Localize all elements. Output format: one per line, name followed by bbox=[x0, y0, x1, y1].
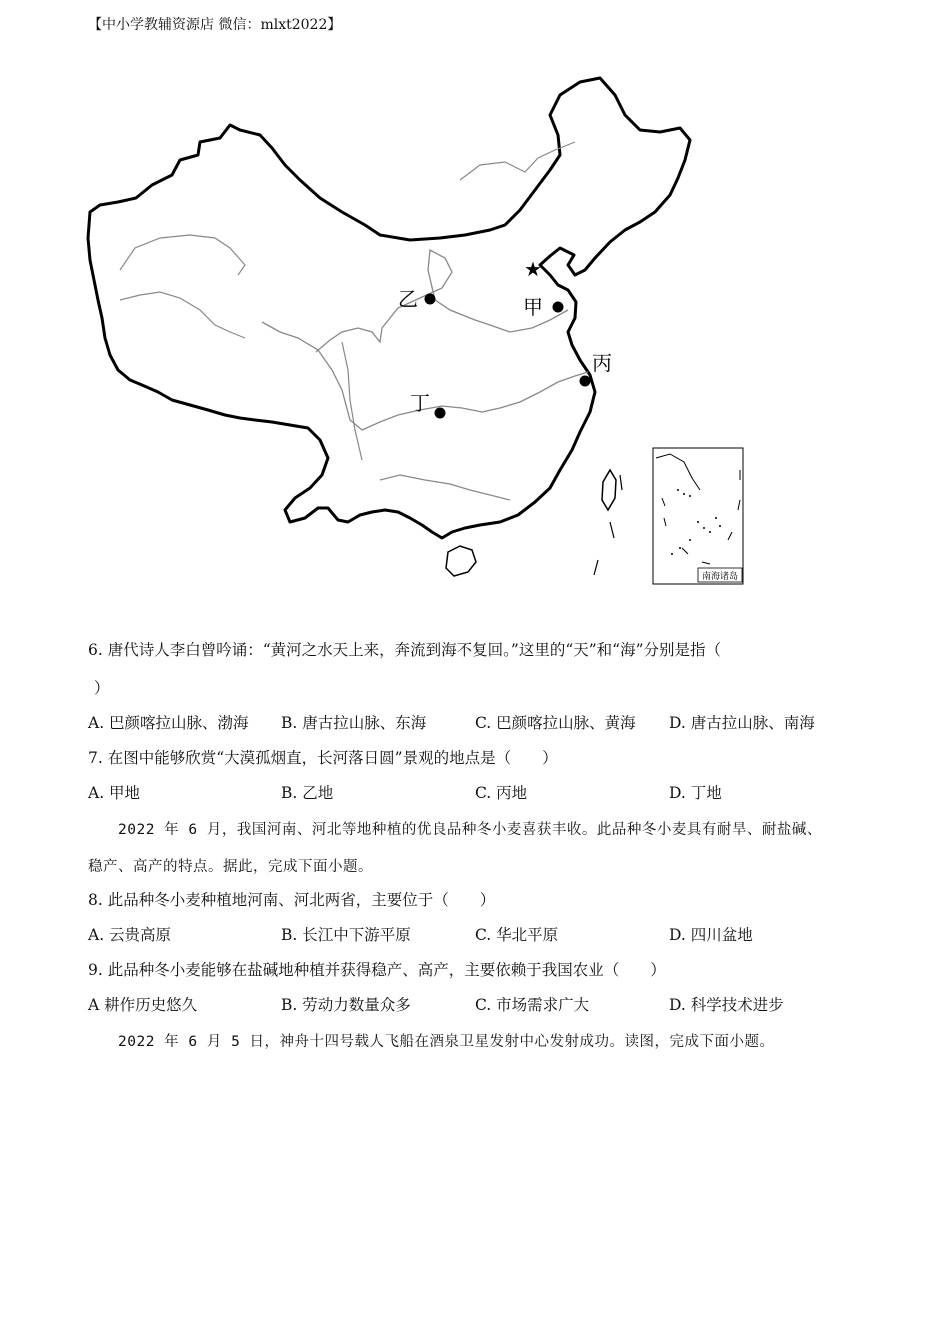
q8-options bbox=[88, 923, 888, 945]
point-yi bbox=[425, 294, 436, 305]
page-header: 【中小学教辅资源店 微信：mlxt2022】 bbox=[88, 17, 342, 33]
q6-option-a[interactable]: A. 巴颜喀拉山脉、渤海 bbox=[88, 714, 249, 732]
q7-option-a[interactable]: A. 甲地 bbox=[88, 784, 141, 802]
inset-islands bbox=[671, 489, 721, 555]
q9-option-d[interactable]: D. 科学技术进步 bbox=[669, 996, 784, 1014]
q9-option-a[interactable]: A 耕作历史悠久 bbox=[88, 996, 198, 1014]
label-ding: 丁 bbox=[410, 391, 430, 415]
q6-options bbox=[88, 711, 888, 733]
q9-option-b[interactable]: B. 劳动力数量众多 bbox=[281, 996, 411, 1014]
q7-options bbox=[88, 781, 888, 803]
label-yi: 乙 bbox=[398, 287, 418, 311]
q7-option-b[interactable]: B. 乙地 bbox=[281, 784, 334, 802]
q6-stem: 6. 唐代诗人李白曾吟诵：“黄河之水天上来，奔流到海不复回。”这里的“天”和“海”分别是指（ bbox=[88, 641, 722, 659]
inset-coast bbox=[656, 454, 700, 490]
q7-option-c[interactable]: C. 丙地 bbox=[475, 784, 528, 802]
river-south bbox=[380, 475, 510, 500]
q8-option-a[interactable]: A. 云贵高原 bbox=[88, 926, 172, 944]
inset-label: 南海诸岛 bbox=[702, 572, 739, 582]
china-border bbox=[88, 78, 690, 538]
star-marker: ★ bbox=[524, 257, 542, 281]
point-ding bbox=[435, 408, 446, 419]
q6-option-d[interactable]: D. 唐古拉山脉、南海 bbox=[669, 714, 815, 732]
q9-options bbox=[88, 993, 888, 1015]
river-tarim bbox=[120, 235, 245, 275]
q6-option-c[interactable]: C. 巴颜喀拉山脉、黄海 bbox=[475, 714, 636, 732]
q8-option-d[interactable]: D. 四川盆地 bbox=[669, 926, 753, 944]
q9-option-c[interactable]: C. 市场需求广大 bbox=[475, 996, 590, 1014]
sea-boundary-dashes bbox=[594, 475, 622, 575]
q8-stem: 8. 此品种冬小麦种植地河南、河北两省，主要位于（ ） bbox=[88, 891, 496, 909]
point-bing bbox=[580, 376, 591, 387]
river-west bbox=[120, 292, 245, 338]
q7-stem: 7. 在图中能够欣赏“大漠孤烟直，长河落日圆”景观的地点是（ ） bbox=[88, 749, 558, 767]
inset-dashes bbox=[662, 470, 740, 564]
q8-option-b[interactable]: B. 长江中下游平原 bbox=[281, 926, 411, 944]
q7-option-d[interactable]: D. 丁地 bbox=[669, 784, 722, 802]
china-map bbox=[80, 70, 760, 590]
taiwan-island bbox=[602, 470, 616, 510]
point-jia bbox=[553, 302, 564, 313]
inset-frame bbox=[653, 448, 743, 584]
q6-option-b[interactable]: B. 唐古拉山脉、东海 bbox=[281, 714, 427, 732]
passage1-line2: 稳产、高产的特点。据此，完成下面小题。 bbox=[88, 859, 373, 875]
q9-stem: 9. 此品种冬小麦能够在盐碱地种植并获得稳产、高产，主要依赖于我国农业（ ） bbox=[88, 961, 666, 979]
q8-option-c[interactable]: C. 华北平原 bbox=[475, 926, 559, 944]
label-jia: 甲 bbox=[523, 295, 543, 319]
q6-stem-cont: ） bbox=[94, 679, 110, 697]
label-bing: 丙 bbox=[592, 351, 612, 375]
passage1-line1: 2022 年 6 月，我国河南、河北等地种植的优良品种冬小麦喜获丰收。此品种冬小麦具有耐旱、耐盐碱、 bbox=[118, 822, 822, 838]
hainan-island bbox=[446, 546, 476, 576]
passage2-line1: 2022 年 6 月 5 日，神舟十四号载人飞船在酒泉卫星发射中心发射成功。读图，完成下面小题。 bbox=[118, 1034, 775, 1050]
